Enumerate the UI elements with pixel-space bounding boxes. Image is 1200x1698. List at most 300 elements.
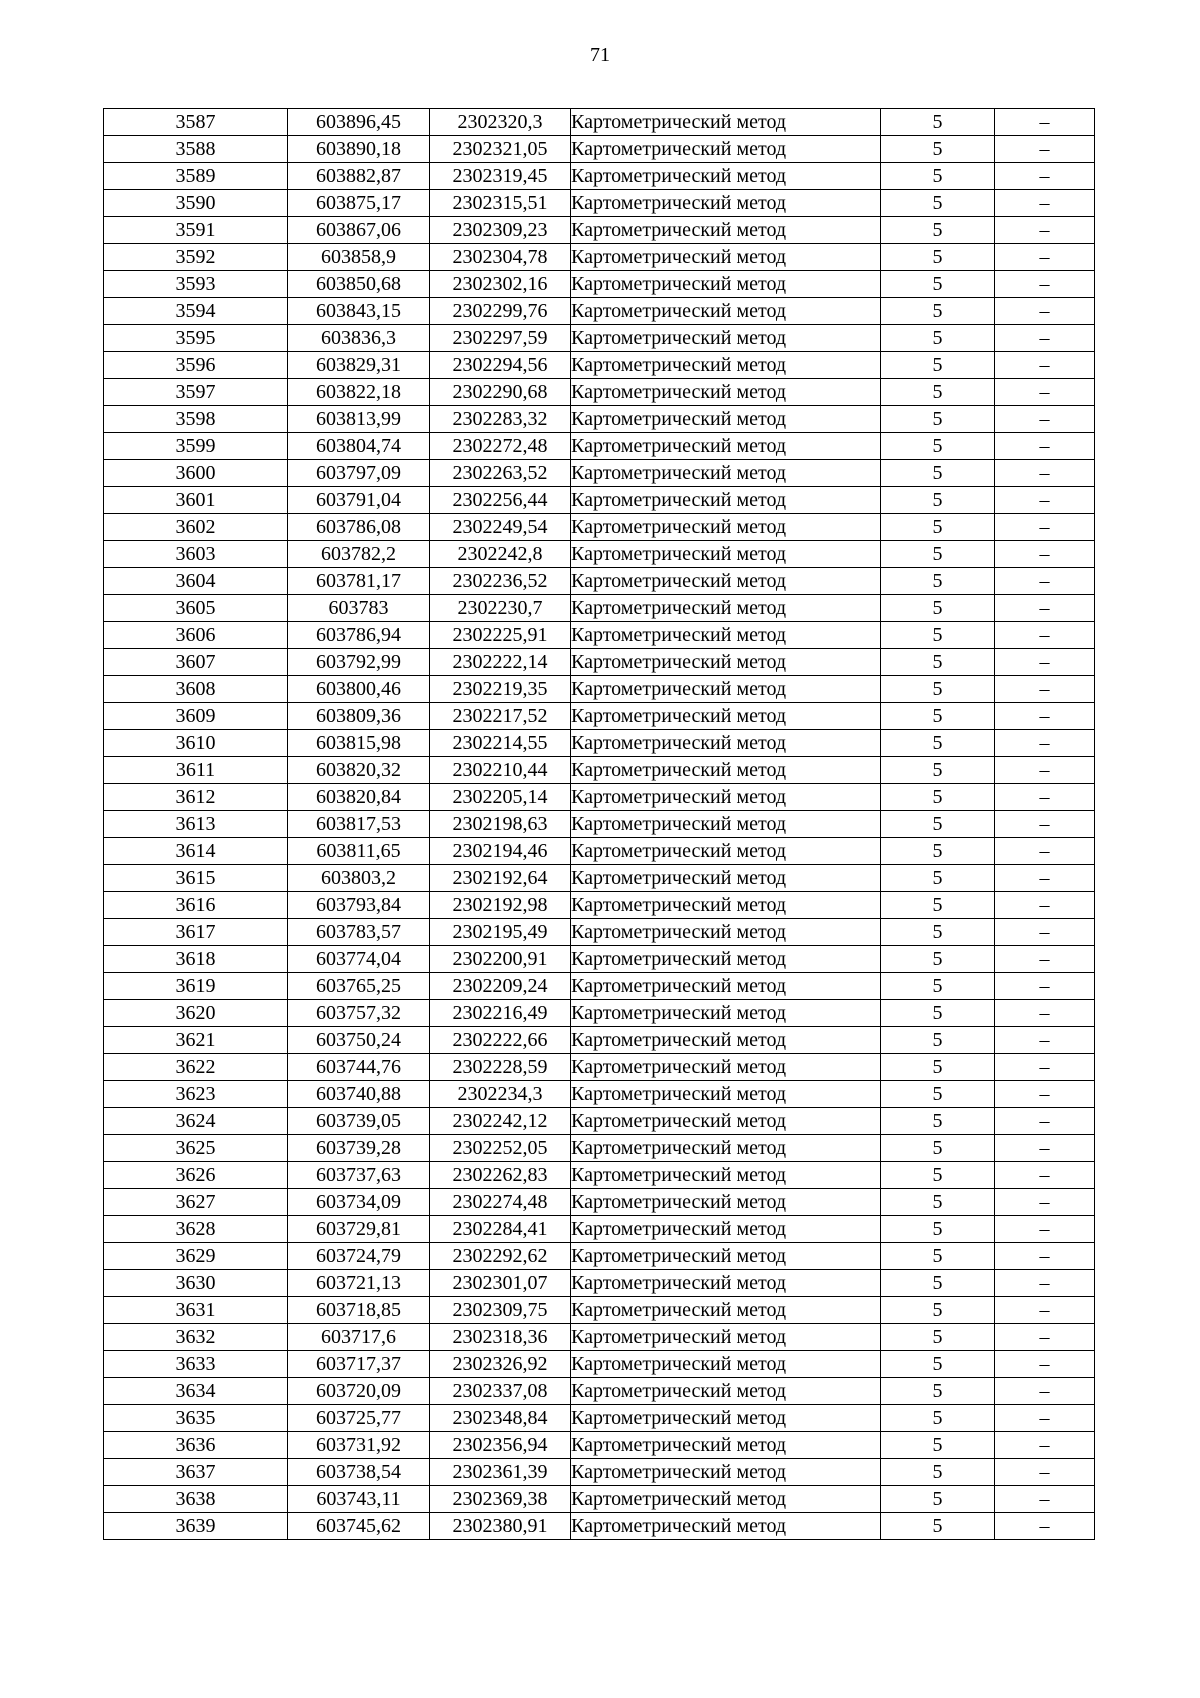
note-cell: – xyxy=(995,1216,1095,1243)
x-coordinate-cell: 603765,25 xyxy=(288,973,430,1000)
note-cell: – xyxy=(995,1405,1095,1432)
accuracy-cell: 5 xyxy=(881,703,995,730)
point-number-cell: 3630 xyxy=(104,1270,288,1297)
point-number-cell: 3634 xyxy=(104,1378,288,1405)
accuracy-cell: 5 xyxy=(881,109,995,136)
accuracy-cell: 5 xyxy=(881,190,995,217)
method-cell: Картометрический метод xyxy=(571,595,881,622)
x-coordinate-cell: 603875,17 xyxy=(288,190,430,217)
point-number-cell: 3617 xyxy=(104,919,288,946)
point-number-cell: 3628 xyxy=(104,1216,288,1243)
accuracy-cell: 5 xyxy=(881,811,995,838)
point-number-cell: 3607 xyxy=(104,649,288,676)
y-coordinate-cell: 2302217,52 xyxy=(430,703,571,730)
y-coordinate-cell: 2302297,59 xyxy=(430,325,571,352)
accuracy-cell: 5 xyxy=(881,622,995,649)
x-coordinate-cell: 603829,31 xyxy=(288,352,430,379)
point-number-cell: 3611 xyxy=(104,757,288,784)
note-cell: – xyxy=(995,1513,1095,1540)
y-coordinate-cell: 2302216,49 xyxy=(430,1000,571,1027)
x-coordinate-cell: 603740,88 xyxy=(288,1081,430,1108)
x-coordinate-cell: 603774,04 xyxy=(288,946,430,973)
table-row xyxy=(104,1432,1095,1459)
point-number-cell: 3600 xyxy=(104,460,288,487)
note-cell: – xyxy=(995,1162,1095,1189)
point-number-cell: 3604 xyxy=(104,568,288,595)
method-cell: Картометрический метод xyxy=(571,514,881,541)
point-number-cell: 3596 xyxy=(104,352,288,379)
point-number-cell: 3597 xyxy=(104,379,288,406)
point-number-cell: 3626 xyxy=(104,1162,288,1189)
y-coordinate-cell: 2302319,45 xyxy=(430,163,571,190)
method-cell: Картометрический метод xyxy=(571,1378,881,1405)
method-cell: Картометрический метод xyxy=(571,1324,881,1351)
y-coordinate-cell: 2302294,56 xyxy=(430,352,571,379)
x-coordinate-cell: 603783,57 xyxy=(288,919,430,946)
y-coordinate-cell: 2302361,39 xyxy=(430,1459,571,1486)
accuracy-cell: 5 xyxy=(881,541,995,568)
accuracy-cell: 5 xyxy=(881,460,995,487)
accuracy-cell: 5 xyxy=(881,379,995,406)
y-coordinate-cell: 2302380,91 xyxy=(430,1513,571,1540)
point-number-cell: 3627 xyxy=(104,1189,288,1216)
x-coordinate-cell: 603800,46 xyxy=(288,676,430,703)
method-cell: Картометрический метод xyxy=(571,1189,881,1216)
coordinates-table xyxy=(103,108,1095,1540)
point-number-cell: 3593 xyxy=(104,271,288,298)
table-row xyxy=(104,946,1095,973)
method-cell: Картометрический метод xyxy=(571,1000,881,1027)
point-number-cell: 3613 xyxy=(104,811,288,838)
y-coordinate-cell: 2302315,51 xyxy=(430,190,571,217)
note-cell: – xyxy=(995,325,1095,352)
point-number-cell: 3589 xyxy=(104,163,288,190)
accuracy-cell: 5 xyxy=(881,433,995,460)
y-coordinate-cell: 2302301,07 xyxy=(430,1270,571,1297)
point-number-cell: 3632 xyxy=(104,1324,288,1351)
point-number-cell: 3590 xyxy=(104,190,288,217)
x-coordinate-cell: 603822,18 xyxy=(288,379,430,406)
accuracy-cell: 5 xyxy=(881,1351,995,1378)
table-row xyxy=(104,1054,1095,1081)
note-cell: – xyxy=(995,1324,1095,1351)
table-row xyxy=(104,757,1095,784)
point-number-cell: 3608 xyxy=(104,676,288,703)
accuracy-cell: 5 xyxy=(881,1243,995,1270)
accuracy-cell: 5 xyxy=(881,1027,995,1054)
x-coordinate-cell: 603858,9 xyxy=(288,244,430,271)
x-coordinate-cell: 603783 xyxy=(288,595,430,622)
point-number-cell: 3623 xyxy=(104,1081,288,1108)
y-coordinate-cell: 2302309,23 xyxy=(430,217,571,244)
table-row xyxy=(104,1486,1095,1513)
table-row xyxy=(104,1135,1095,1162)
method-cell: Картометрический метод xyxy=(571,352,881,379)
table-row xyxy=(104,595,1095,622)
accuracy-cell: 5 xyxy=(881,730,995,757)
x-coordinate-cell: 603739,28 xyxy=(288,1135,430,1162)
table-row xyxy=(104,352,1095,379)
point-number-cell: 3605 xyxy=(104,595,288,622)
note-cell: – xyxy=(995,892,1095,919)
y-coordinate-cell: 2302198,63 xyxy=(430,811,571,838)
accuracy-cell: 5 xyxy=(881,271,995,298)
y-coordinate-cell: 2302242,12 xyxy=(430,1108,571,1135)
accuracy-cell: 5 xyxy=(881,838,995,865)
y-coordinate-cell: 2302192,64 xyxy=(430,865,571,892)
method-cell: Картометрический метод xyxy=(571,1270,881,1297)
method-cell: Картометрический метод xyxy=(571,1459,881,1486)
table-row xyxy=(104,433,1095,460)
table-row xyxy=(104,1243,1095,1270)
accuracy-cell: 5 xyxy=(881,1189,995,1216)
table-row xyxy=(104,1378,1095,1405)
x-coordinate-cell: 603809,36 xyxy=(288,703,430,730)
method-cell: Картометрический метод xyxy=(571,730,881,757)
x-coordinate-cell: 603786,08 xyxy=(288,514,430,541)
method-cell: Картометрический метод xyxy=(571,1054,881,1081)
y-coordinate-cell: 2302309,75 xyxy=(430,1297,571,1324)
table-row xyxy=(104,1459,1095,1486)
method-cell: Картометрический метод xyxy=(571,892,881,919)
note-cell: – xyxy=(995,163,1095,190)
point-number-cell: 3598 xyxy=(104,406,288,433)
x-coordinate-cell: 603867,06 xyxy=(288,217,430,244)
x-coordinate-cell: 603803,2 xyxy=(288,865,430,892)
note-cell: – xyxy=(995,568,1095,595)
method-cell: Картометрический метод xyxy=(571,433,881,460)
method-cell: Картометрический метод xyxy=(571,1162,881,1189)
y-coordinate-cell: 2302234,3 xyxy=(430,1081,571,1108)
method-cell: Картометрический метод xyxy=(571,460,881,487)
method-cell: Картометрический метод xyxy=(571,271,881,298)
x-coordinate-cell: 603890,18 xyxy=(288,136,430,163)
y-coordinate-cell: 2302369,38 xyxy=(430,1486,571,1513)
y-coordinate-cell: 2302214,55 xyxy=(430,730,571,757)
note-cell: – xyxy=(995,973,1095,1000)
x-coordinate-cell: 603791,04 xyxy=(288,487,430,514)
table-row xyxy=(104,109,1095,136)
point-number-cell: 3594 xyxy=(104,298,288,325)
table-row xyxy=(104,271,1095,298)
method-cell: Картометрический метод xyxy=(571,244,881,271)
method-cell: Картометрический метод xyxy=(571,541,881,568)
note-cell: – xyxy=(995,595,1095,622)
table-row xyxy=(104,838,1095,865)
accuracy-cell: 5 xyxy=(881,1000,995,1027)
method-cell: Картометрический метод xyxy=(571,136,881,163)
y-coordinate-cell: 2302222,66 xyxy=(430,1027,571,1054)
x-coordinate-cell: 603717,6 xyxy=(288,1324,430,1351)
note-cell: – xyxy=(995,1297,1095,1324)
note-cell: – xyxy=(995,757,1095,784)
accuracy-cell: 5 xyxy=(881,1378,995,1405)
accuracy-cell: 5 xyxy=(881,163,995,190)
accuracy-cell: 5 xyxy=(881,892,995,919)
table-row xyxy=(104,1216,1095,1243)
point-number-cell: 3614 xyxy=(104,838,288,865)
note-cell: – xyxy=(995,1135,1095,1162)
note-cell: – xyxy=(995,217,1095,244)
table-row xyxy=(104,325,1095,352)
table-row xyxy=(104,568,1095,595)
point-number-cell: 3601 xyxy=(104,487,288,514)
accuracy-cell: 5 xyxy=(881,757,995,784)
y-coordinate-cell: 2302205,14 xyxy=(430,784,571,811)
method-cell: Картометрический метод xyxy=(571,325,881,352)
accuracy-cell: 5 xyxy=(881,1081,995,1108)
table-row xyxy=(104,892,1095,919)
y-coordinate-cell: 2302210,44 xyxy=(430,757,571,784)
method-cell: Картометрический метод xyxy=(571,919,881,946)
accuracy-cell: 5 xyxy=(881,217,995,244)
x-coordinate-cell: 603725,77 xyxy=(288,1405,430,1432)
point-number-cell: 3639 xyxy=(104,1513,288,1540)
note-cell: – xyxy=(995,379,1095,406)
accuracy-cell: 5 xyxy=(881,676,995,703)
table-row xyxy=(104,1324,1095,1351)
x-coordinate-cell: 603843,15 xyxy=(288,298,430,325)
note-cell: – xyxy=(995,190,1095,217)
table-row xyxy=(104,1000,1095,1027)
note-cell: – xyxy=(995,487,1095,514)
point-number-cell: 3637 xyxy=(104,1459,288,1486)
table-row xyxy=(104,298,1095,325)
y-coordinate-cell: 2302222,14 xyxy=(430,649,571,676)
page-number: 71 xyxy=(590,44,610,66)
point-number-cell: 3616 xyxy=(104,892,288,919)
accuracy-cell: 5 xyxy=(881,1297,995,1324)
note-cell: – xyxy=(995,1351,1095,1378)
table-row xyxy=(104,406,1095,433)
y-coordinate-cell: 2302249,54 xyxy=(430,514,571,541)
method-cell: Картометрический метод xyxy=(571,298,881,325)
method-cell: Картометрический метод xyxy=(571,109,881,136)
point-number-cell: 3622 xyxy=(104,1054,288,1081)
table-row xyxy=(104,136,1095,163)
method-cell: Картометрический метод xyxy=(571,622,881,649)
note-cell: – xyxy=(995,541,1095,568)
point-number-cell: 3587 xyxy=(104,109,288,136)
note-cell: – xyxy=(995,1027,1095,1054)
point-number-cell: 3612 xyxy=(104,784,288,811)
x-coordinate-cell: 603813,99 xyxy=(288,406,430,433)
accuracy-cell: 5 xyxy=(881,1108,995,1135)
x-coordinate-cell: 603781,17 xyxy=(288,568,430,595)
method-cell: Картометрический метод xyxy=(571,676,881,703)
accuracy-cell: 5 xyxy=(881,1405,995,1432)
table-row xyxy=(104,1405,1095,1432)
y-coordinate-cell: 2302263,52 xyxy=(430,460,571,487)
note-cell: – xyxy=(995,1486,1095,1513)
point-number-cell: 3636 xyxy=(104,1432,288,1459)
table-row xyxy=(104,811,1095,838)
accuracy-cell: 5 xyxy=(881,649,995,676)
y-coordinate-cell: 2302299,76 xyxy=(430,298,571,325)
note-cell: – xyxy=(995,1432,1095,1459)
point-number-cell: 3610 xyxy=(104,730,288,757)
table-row xyxy=(104,676,1095,703)
note-cell: – xyxy=(995,1189,1095,1216)
note-cell: – xyxy=(995,1378,1095,1405)
accuracy-cell: 5 xyxy=(881,1432,995,1459)
method-cell: Картометрический метод xyxy=(571,568,881,595)
x-coordinate-cell: 603820,84 xyxy=(288,784,430,811)
x-coordinate-cell: 603793,84 xyxy=(288,892,430,919)
table-row xyxy=(104,1027,1095,1054)
accuracy-cell: 5 xyxy=(881,973,995,1000)
method-cell: Картометрический метод xyxy=(571,1432,881,1459)
method-cell: Картометрический метод xyxy=(571,1108,881,1135)
x-coordinate-cell: 603786,94 xyxy=(288,622,430,649)
y-coordinate-cell: 2302321,05 xyxy=(430,136,571,163)
y-coordinate-cell: 2302304,78 xyxy=(430,244,571,271)
x-coordinate-cell: 603718,85 xyxy=(288,1297,430,1324)
x-coordinate-cell: 603724,79 xyxy=(288,1243,430,1270)
method-cell: Картометрический метод xyxy=(571,811,881,838)
y-coordinate-cell: 2302320,3 xyxy=(430,109,571,136)
table-row xyxy=(104,1513,1095,1540)
method-cell: Картометрический метод xyxy=(571,379,881,406)
note-cell: – xyxy=(995,676,1095,703)
y-coordinate-cell: 2302348,84 xyxy=(430,1405,571,1432)
y-coordinate-cell: 2302356,94 xyxy=(430,1432,571,1459)
accuracy-cell: 5 xyxy=(881,406,995,433)
note-cell: – xyxy=(995,865,1095,892)
x-coordinate-cell: 603737,63 xyxy=(288,1162,430,1189)
x-coordinate-cell: 603744,76 xyxy=(288,1054,430,1081)
point-number-cell: 3631 xyxy=(104,1297,288,1324)
point-number-cell: 3603 xyxy=(104,541,288,568)
point-number-cell: 3629 xyxy=(104,1243,288,1270)
accuracy-cell: 5 xyxy=(881,244,995,271)
y-coordinate-cell: 2302284,41 xyxy=(430,1216,571,1243)
y-coordinate-cell: 2302200,91 xyxy=(430,946,571,973)
table-row xyxy=(104,1108,1095,1135)
y-coordinate-cell: 2302290,68 xyxy=(430,379,571,406)
table-row xyxy=(104,730,1095,757)
point-number-cell: 3633 xyxy=(104,1351,288,1378)
x-coordinate-cell: 603896,45 xyxy=(288,109,430,136)
note-cell: – xyxy=(995,784,1095,811)
x-coordinate-cell: 603729,81 xyxy=(288,1216,430,1243)
accuracy-cell: 5 xyxy=(881,865,995,892)
method-cell: Картометрический метод xyxy=(571,757,881,784)
point-number-cell: 3624 xyxy=(104,1108,288,1135)
method-cell: Картометрический метод xyxy=(571,163,881,190)
point-number-cell: 3621 xyxy=(104,1027,288,1054)
note-cell: – xyxy=(995,703,1095,730)
x-coordinate-cell: 603817,53 xyxy=(288,811,430,838)
y-coordinate-cell: 2302292,62 xyxy=(430,1243,571,1270)
table-row xyxy=(104,217,1095,244)
x-coordinate-cell: 603734,09 xyxy=(288,1189,430,1216)
method-cell: Картометрический метод xyxy=(571,1351,881,1378)
x-coordinate-cell: 603820,32 xyxy=(288,757,430,784)
point-number-cell: 3618 xyxy=(104,946,288,973)
accuracy-cell: 5 xyxy=(881,1216,995,1243)
point-number-cell: 3599 xyxy=(104,433,288,460)
x-coordinate-cell: 603717,37 xyxy=(288,1351,430,1378)
x-coordinate-cell: 603815,98 xyxy=(288,730,430,757)
y-coordinate-cell: 2302194,46 xyxy=(430,838,571,865)
x-coordinate-cell: 603750,24 xyxy=(288,1027,430,1054)
method-cell: Картометрический метод xyxy=(571,190,881,217)
x-coordinate-cell: 603804,74 xyxy=(288,433,430,460)
method-cell: Картометрический метод xyxy=(571,838,881,865)
note-cell: – xyxy=(995,1270,1095,1297)
accuracy-cell: 5 xyxy=(881,325,995,352)
x-coordinate-cell: 603882,87 xyxy=(288,163,430,190)
y-coordinate-cell: 2302230,7 xyxy=(430,595,571,622)
method-cell: Картометрический метод xyxy=(571,487,881,514)
note-cell: – xyxy=(995,622,1095,649)
y-coordinate-cell: 2302326,92 xyxy=(430,1351,571,1378)
table-row xyxy=(104,244,1095,271)
point-number-cell: 3609 xyxy=(104,703,288,730)
table-row xyxy=(104,703,1095,730)
table-row xyxy=(104,190,1095,217)
method-cell: Картометрический метод xyxy=(571,1243,881,1270)
coordinates-table-body xyxy=(104,109,1095,1540)
table-row xyxy=(104,541,1095,568)
x-coordinate-cell: 603836,3 xyxy=(288,325,430,352)
table-row xyxy=(104,487,1095,514)
table-row xyxy=(104,514,1095,541)
x-coordinate-cell: 603792,99 xyxy=(288,649,430,676)
table-row xyxy=(104,379,1095,406)
x-coordinate-cell: 603811,65 xyxy=(288,838,430,865)
x-coordinate-cell: 603731,92 xyxy=(288,1432,430,1459)
x-coordinate-cell: 603738,54 xyxy=(288,1459,430,1486)
point-number-cell: 3625 xyxy=(104,1135,288,1162)
table-row xyxy=(104,1081,1095,1108)
note-cell: – xyxy=(995,730,1095,757)
method-cell: Картометрический метод xyxy=(571,1081,881,1108)
method-cell: Картометрический метод xyxy=(571,406,881,433)
table-row xyxy=(104,649,1095,676)
accuracy-cell: 5 xyxy=(881,298,995,325)
method-cell: Картометрический метод xyxy=(571,1405,881,1432)
x-coordinate-cell: 603797,09 xyxy=(288,460,430,487)
point-number-cell: 3592 xyxy=(104,244,288,271)
y-coordinate-cell: 2302242,8 xyxy=(430,541,571,568)
point-number-cell: 3620 xyxy=(104,1000,288,1027)
note-cell: – xyxy=(995,298,1095,325)
accuracy-cell: 5 xyxy=(881,136,995,163)
accuracy-cell: 5 xyxy=(881,487,995,514)
table-row xyxy=(104,1162,1095,1189)
x-coordinate-cell: 603782,2 xyxy=(288,541,430,568)
note-cell: – xyxy=(995,946,1095,973)
note-cell: – xyxy=(995,271,1095,298)
note-cell: – xyxy=(995,811,1095,838)
y-coordinate-cell: 2302302,16 xyxy=(430,271,571,298)
accuracy-cell: 5 xyxy=(881,595,995,622)
note-cell: – xyxy=(995,1000,1095,1027)
method-cell: Картометрический метод xyxy=(571,784,881,811)
accuracy-cell: 5 xyxy=(881,784,995,811)
point-number-cell: 3591 xyxy=(104,217,288,244)
y-coordinate-cell: 2302318,36 xyxy=(430,1324,571,1351)
table-row xyxy=(104,865,1095,892)
y-coordinate-cell: 2302272,48 xyxy=(430,433,571,460)
y-coordinate-cell: 2302337,08 xyxy=(430,1378,571,1405)
method-cell: Картометрический метод xyxy=(571,1027,881,1054)
method-cell: Картометрический метод xyxy=(571,946,881,973)
note-cell: – xyxy=(995,838,1095,865)
point-number-cell: 3638 xyxy=(104,1486,288,1513)
